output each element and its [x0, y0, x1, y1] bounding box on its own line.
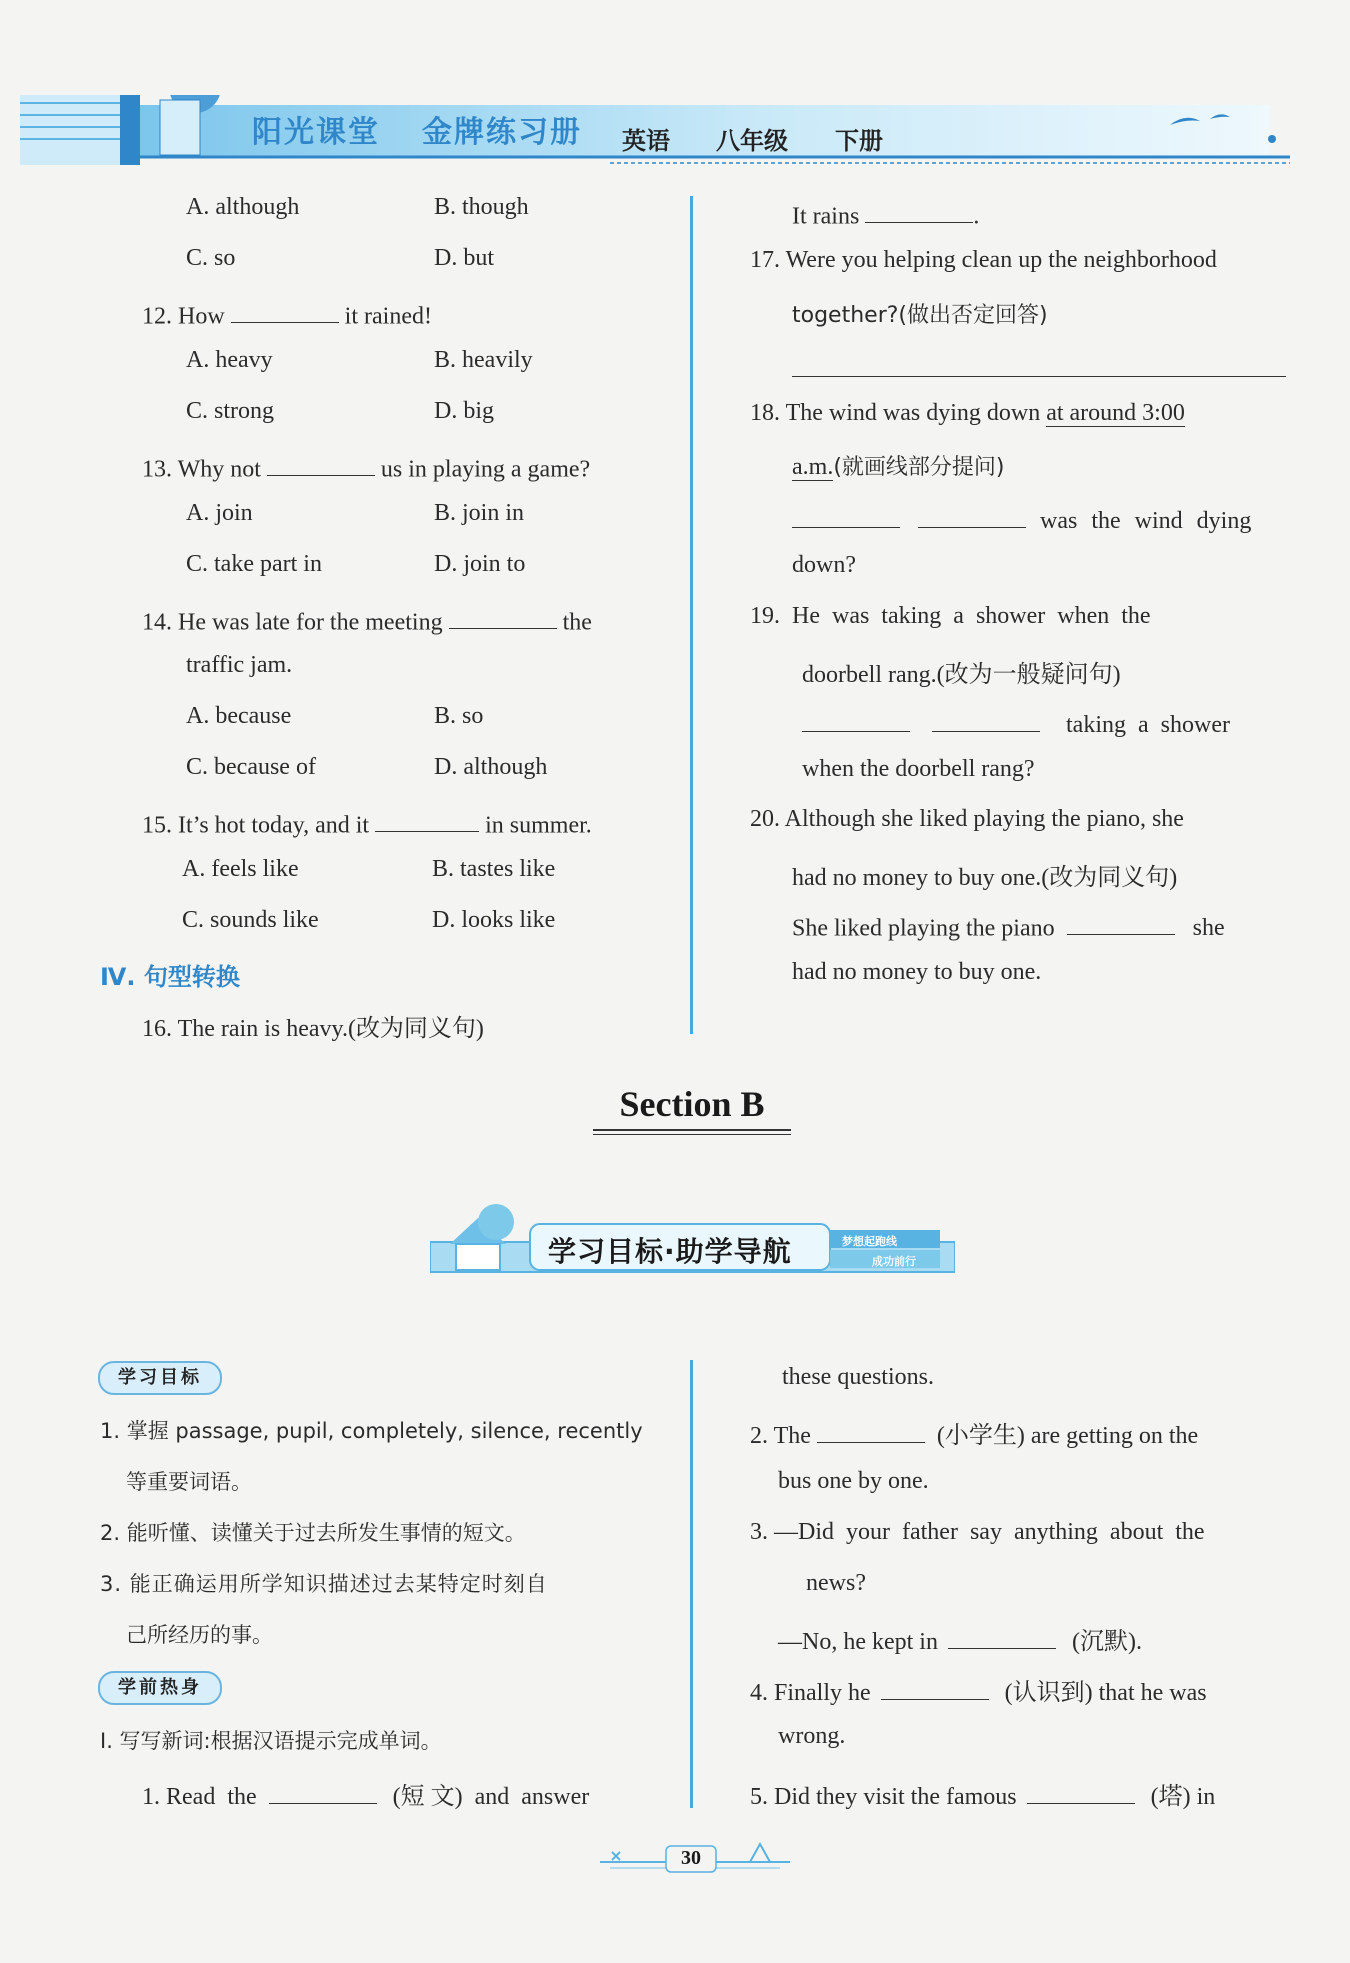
word-3-post: (沉默).: [1071, 1629, 1142, 1655]
q14-blank[interactable]: [449, 602, 557, 629]
word-4-pre: 4. Finally he: [750, 1680, 871, 1706]
word-4-continuation: wrong.: [778, 1723, 846, 1749]
header-subject: 英语: [622, 127, 670, 155]
goal-3-line-1: 3. 能正确运用所学知识描述过去某特定时刻自: [100, 1572, 548, 1596]
word-4-blank[interactable]: [881, 1673, 989, 1700]
q15-option-c: C. sounds like: [182, 907, 319, 933]
q20-line-3: [792, 908, 1225, 942]
word-5-post: (塔) in: [1150, 1784, 1216, 1810]
word-3-pre: —No, he kept in: [778, 1629, 938, 1655]
q14-option-a: A. because: [186, 703, 292, 729]
q12-option-d: D. big: [434, 398, 494, 424]
q16-cont-post: .: [973, 203, 980, 230]
q12-option-c: C. strong: [186, 398, 275, 424]
q15-blank[interactable]: [375, 805, 479, 832]
q20-text-post: she: [1192, 915, 1225, 942]
q20-text-pre: She liked playing the piano: [792, 915, 1055, 942]
q12-option-a: A. heavy: [186, 347, 273, 373]
q19-text-3: taking a shower: [1066, 712, 1230, 739]
q15-text-post: in summer.: [485, 812, 592, 839]
q16-continuation: [792, 196, 979, 230]
column-divider-top: [690, 196, 693, 1034]
part-1-heading: Ⅰ. 写写新词:根据汉语提示完成单词。: [100, 1729, 442, 1753]
word-5-pre: 5. Did they visit the famous: [750, 1784, 1017, 1810]
column-divider-bottom: [690, 1360, 693, 1808]
header-brand-1: 阳光课堂: [252, 115, 380, 150]
header-band: [20, 95, 1290, 167]
word-3-blank[interactable]: [948, 1622, 1056, 1649]
goal-1-line-1: 1. 掌握 passage, pupil, completely, silence, recently: [100, 1419, 643, 1443]
q19-blank-1[interactable]: [802, 705, 910, 732]
banner-title: 学习目标·助学导航: [548, 1235, 792, 1268]
question-14: [142, 602, 592, 636]
q18-line-2: [792, 450, 1005, 481]
q16-cont-pre: It rains: [792, 203, 860, 230]
study-guide-banner: [430, 1198, 955, 1278]
word-3-line-3: [778, 1621, 1142, 1656]
question-13: [142, 449, 590, 483]
word-2-continuation: bus one by one.: [778, 1468, 929, 1494]
q13-blank[interactable]: [267, 449, 375, 476]
header-volume: 下册: [835, 127, 883, 155]
page-number: 30: [681, 1847, 701, 1869]
q18-blank-2[interactable]: [918, 501, 1026, 528]
word-1-continuation: these questions.: [782, 1364, 934, 1390]
warm-up-pill: 学前热身: [98, 1671, 222, 1705]
banner-tag-1: 梦想起跑线: [842, 1235, 897, 1248]
q18-underlined-am: a.m.: [792, 454, 834, 480]
q20-line-1: 20. Although she liked playing the piano, she: [750, 806, 1184, 832]
q12-blank[interactable]: [231, 296, 339, 323]
page-number-footer: [590, 1838, 800, 1878]
q13-option-d: D. join to: [434, 551, 526, 577]
q14-text-pre: 14. He was late for the meeting: [142, 609, 443, 636]
word-4-post: (认识到) that he was: [1004, 1680, 1207, 1706]
section-4-heading: Ⅳ. 句型转换: [100, 963, 240, 991]
question-15: [142, 805, 592, 839]
word-1-blank[interactable]: [269, 1777, 377, 1804]
word-2-blank[interactable]: [817, 1416, 925, 1443]
q14-text-post: the: [562, 609, 592, 636]
goal-3-line-2: 己所经历的事。: [126, 1623, 273, 1647]
word-5-blank[interactable]: [1027, 1777, 1135, 1804]
word-3-line-1: 3. —Did your father say anything about the: [750, 1519, 1205, 1545]
q20-line-4: had no money to buy one.: [792, 959, 1042, 985]
word-5: [750, 1776, 1215, 1811]
q11-option-c: C. so: [186, 245, 236, 271]
q18-line-4: down?: [792, 552, 856, 578]
q12-text-post: it rained!: [344, 303, 432, 330]
learning-goals-pill: 学习目标: [98, 1361, 222, 1395]
q17-line-2: together?(做出否定回答): [792, 303, 1048, 328]
q18-blank-1[interactable]: [792, 501, 900, 528]
section-b-label: Section B: [619, 1084, 765, 1124]
q11-option-b: B. though: [434, 194, 529, 220]
q13-text-pre: 13. Why not: [142, 456, 261, 483]
q15-option-b: B. tastes like: [432, 856, 556, 882]
q18-text-pre: 18. The wind was dying down: [750, 400, 1041, 426]
q19-line-2: doorbell rang.(改为一般疑问句): [802, 662, 1121, 688]
banner-tag-2: 成功前行: [872, 1255, 916, 1268]
q11-option-a: A. although: [186, 194, 300, 220]
q19-line-1: 19. He was taking a shower when the: [750, 603, 1151, 629]
question-16: 16. The rain is heavy.(改为同义句): [142, 1016, 484, 1042]
word-2: [750, 1415, 1198, 1450]
goal-2: 2. 能听懂、读懂关于过去所发生事情的短文。: [100, 1521, 526, 1545]
word-1-pre: 1. Read the: [142, 1784, 257, 1810]
q13-option-b: B. join in: [434, 500, 525, 526]
header-grade: 八年级: [716, 127, 788, 155]
word-1-post: (短 文) and answer: [392, 1784, 590, 1810]
q18-text-3: was the wind dying: [1040, 508, 1252, 535]
q12-text-pre: 12. How: [142, 303, 225, 330]
q13-option-a: A. join: [186, 500, 253, 526]
goal-1-line-2: 等重要词语。: [126, 1470, 252, 1494]
q18-line-3: [792, 501, 1251, 535]
q17-line-1: 17. Were you helping clean up the neighborhood: [750, 247, 1217, 273]
q20-blank[interactable]: [1067, 908, 1175, 935]
q14-option-b: B. so: [434, 703, 484, 729]
section-b-title: [593, 1083, 791, 1135]
q15-option-a: A. feels like: [182, 856, 299, 882]
q19-blank-2[interactable]: [932, 705, 1040, 732]
q18-line-1: [750, 400, 1185, 427]
q19-line-3: [802, 705, 1230, 739]
q18-instruction: (就画线部分提问): [833, 455, 1005, 480]
q12-option-b: B. heavily: [434, 347, 533, 373]
q18-underlined-phrase: at around 3:00: [1046, 400, 1185, 426]
section-b-underline: [593, 1129, 791, 1135]
word-2-post: (小学生) are getting on the: [936, 1423, 1199, 1449]
q11-option-d: D. but: [434, 245, 494, 271]
q13-option-c: C. take part in: [186, 551, 322, 577]
q20-line-2: had no money to buy one.(改为同义句): [792, 865, 1178, 891]
word-1: [142, 1776, 589, 1811]
word-4: [750, 1672, 1207, 1707]
word-2-pre: 2. The: [750, 1423, 811, 1449]
q14-option-d: D. although: [434, 754, 548, 780]
word-3-line-2: news?: [806, 1570, 866, 1596]
q13-text-post: us in playing a game?: [380, 456, 591, 483]
q17-answer-line[interactable]: [792, 376, 1286, 377]
q19-line-4: when the doorbell rang?: [802, 756, 1035, 782]
question-12: [142, 296, 432, 330]
q15-option-d: D. looks like: [432, 907, 556, 933]
q14-continuation: traffic jam.: [186, 652, 293, 678]
header-brand-2: 金牌练习册: [422, 115, 582, 150]
q14-option-c: C. because of: [186, 754, 316, 780]
q16-blank[interactable]: [865, 196, 973, 223]
q15-text-pre: 15. It’s hot today, and it: [142, 812, 370, 839]
